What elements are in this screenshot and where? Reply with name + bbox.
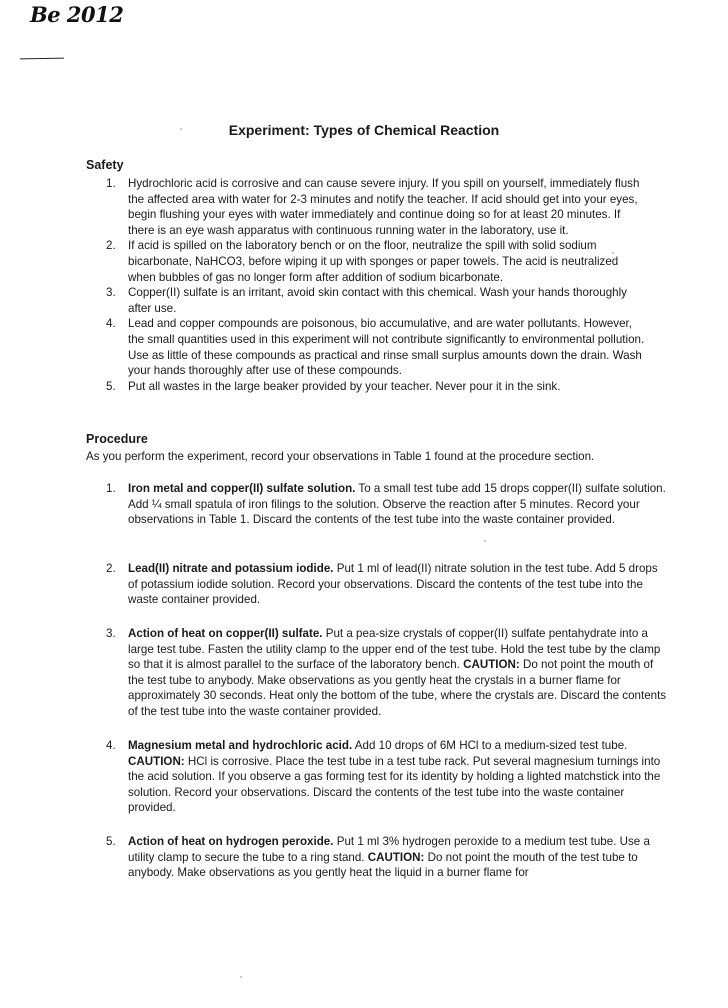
scan-speck (240, 976, 242, 978)
procedure-item: 3. Action of heat on copper(II) sulfate. Put a pea-size crystals of copper(II) sulfate pentahydrate into a large test tube. Fasten the utility clamp to the upper end of the test tube. Hold the test tube by the clamp so that it is almost parallel to the surface of the laboratory bench. CAUTION: Do not point the mouth of the test tube to anybody. Make observations as you gently heat the crystals in a burner flame for approximately 30 seconds. Heat only the bottom of the tube, where the crystals are. Discard the contents of the test tube into the waste container provided. (106, 627, 667, 718)
scan-speck (612, 252, 614, 254)
safety-item: 1. Hydrochloric acid is corrosive and can cause severe injury. If you spill on yourself, immediately flush the affected area with water for 2-3 minutes and notify the teacher. If acid should get into your eyes, begin flushing your eyes with water immediately and continue doing so for at least 20 minutes. If there is an eye wash apparatus with continuous running water in the laboratory, use it. (106, 177, 640, 237)
procedure-heading: Procedure (86, 432, 148, 446)
procedure-item-title: Action of heat on copper(II) sulfate. (128, 627, 323, 640)
procedure-item-text: Magnesium metal and hydrochloric acid. Add 10 drops of 6M HCl to a medium-sized test tube. CAUTION: HCl is corrosive. Place the test tube in a test tube rack. Put several magnesium turnings into the acid solution. If you observe a gas forming test for its identity by holding a lighted matchstick into the solution. Record your observations. Discard the contents of the test tube into the waste container provided. (128, 739, 661, 815)
safety-item: 2. If acid is spilled on the laboratory bench or on the floor, neutralize the spill with solid sodium bicarbonate, NaHCO3, before wiping it up with sponges or paper towels. The acid is neutralized when bubbles of gas no longer form after addition of sodium bicarbonate. (106, 239, 619, 284)
procedure-item: 1. Iron metal and copper(II) sulfate solution. To a small test tube add 15 drops copper(II) sulfate solution. Add ¼ small spatula of iron filings to the solution. Observe the reaction after 5 minutes. Record your observations in Table 1. Discard the contents of the test tube into the waste container provided. (106, 482, 666, 527)
procedure-item-title: Lead(II) nitrate and potassium iodide. (128, 562, 334, 575)
procedure-item-text: Action of heat on copper(II) sulfate. Put a pea-size crystals of copper(II) sulfate pentahydrate into a large test tube. Fasten the utility clamp to the upper end of the test tube. Hold the test tube by the clamp so that it is almost parallel to the surface of the laboratory bench. CAUTION: Do not point the mouth of the test tube to anybody. Make observations as you gently heat the crystals in a burner flame for approximately 30 seconds. Heat only the bottom of the tube, where the crystals are. Discard the contents of the test tube into the waste container provided. (128, 627, 667, 718)
procedure-item-text: Iron metal and copper(II) sulfate solution. To a small test tube add 15 drops copper(II) sulfate solution. Add ¼ small spatula of iron filings to the solution. Observe the reaction after 5 minutes. Record your observations in Table 1. Discard the contents of the test tube into the waste container provided. (128, 482, 666, 527)
safety-item: 3. Copper(II) sulfate is an irritant, avoid skin contact with this chemical. Wash your hands thoroughly after use. (106, 286, 627, 315)
safety-item-text: Hydrochloric acid is corrosive and can cause severe injury. If you spill on yourself, immediately flush the affected area with water for 2-3 minutes and notify the teacher. If acid should get into your eyes, begin flushing your eyes with water immediately and continue doing so for at least 20 minutes. If there is an eye wash apparatus with continuous running water in the laboratory, use it. (128, 177, 640, 237)
procedure-item-text: Action of heat on hydrogen peroxide. Put 1 ml 3% hydrogen peroxide to a medium test tube. Use a utility clamp to secure the tube to a ring stand. CAUTION: Do not point the mouth of the test tube to anybody. Make observations as you gently heat the liquid in a burner flame for (128, 835, 650, 880)
procedure-item: 4. Magnesium metal and hydrochloric acid. Add 10 drops of 6M HCl to a medium-sized test tube. CAUTION: HCl is corrosive. Place the test tube in a test tube rack. Put several magnesium turnings into the acid solution. If you observe a gas forming test for its identity by holding a lighted matchstick into the solution. Record your observations. Discard the contents of the test tube into the waste container provided. (106, 739, 661, 815)
safety-heading: Safety (86, 158, 124, 172)
handwritten-note: Be 2012 (30, 2, 124, 27)
handwritten-underline (20, 58, 64, 60)
safety-item-text: If acid is spilled on the laboratory bench or on the floor, neutralize the spill with solid sodium bicarbonate, NaHCO3, before wiping it up with sponges or paper towels. The acid is neutralized when bubbles of gas no longer form after addition of sodium bicarbonate. (128, 239, 619, 284)
procedure-intro: As you perform the experiment, record your observations in Table 1 found at the procedure section. (86, 450, 595, 463)
procedure-item: 5. Action of heat on hydrogen peroxide. Put 1 ml 3% hydrogen peroxide to a medium test tube. Use a utility clamp to secure the tube to a ring stand. CAUTION: Do not point the mouth of the test tube to anybody. Make observations as you gently heat the liquid in a burner flame for (106, 835, 650, 880)
safety-item: 4. Lead and copper compounds are poisonous, bio accumulative, and are water pollutants. However, the small quantities used in this experiment will not contribute significantly to environmental pollution. Use as little of these compounds as practical and rinse small surplus amounts down the drain. Wash your hands thoroughly after use of these compounds. (106, 317, 645, 378)
procedure-item: 2. Lead(II) nitrate and potassium iodide. Put 1 ml of lead(II) nitrate solution in the test tube. Add 5 drops of potassium iodide solution. Record your observations. Discard the contents of the test tube into the waste container provided. (106, 562, 658, 607)
safety-item-text: Lead and copper compounds are poisonous, bio accumulative, and are water pollutants. However, the small quantities used in this experiment will not contribute significantly to environmental pollution. Use as little of these compounds as practical and rinse small surplus amounts down the drain. Wash your hands thoroughly after use of these compounds. (128, 317, 645, 378)
procedure-item-title: Action of heat on hydrogen peroxide. (128, 835, 334, 848)
scan-speck (484, 540, 486, 542)
procedure-item-text: Lead(II) nitrate and potassium iodide. Put 1 ml of lead(II) nitrate solution in the test tube. Add 5 drops of potassium iodide solution. Record your observations. Discard the contents of the test tube into the waste container provided. (128, 562, 658, 607)
safety-list (106, 176, 646, 394)
safety-item-text: Put all wastes in the large beaker provided by your teacher. Never pour it in the sink. (128, 379, 561, 393)
safety-item-text: Copper(II) sulfate is an irritant, avoid skin contact with this chemical. Wash your hands thoroughly after use. (128, 286, 627, 315)
procedure-item-title: Magnesium metal and hydrochloric acid. (128, 739, 353, 752)
procedure-item-title: Iron metal and copper(II) sulfate solution. (128, 482, 356, 495)
safety-item: 5. Put all wastes in the large beaker provided by your teacher. Never pour it in the sink. (106, 379, 561, 393)
document-title: Experiment: Types of Chemical Reaction (228, 122, 500, 138)
scan-speck (180, 128, 182, 130)
